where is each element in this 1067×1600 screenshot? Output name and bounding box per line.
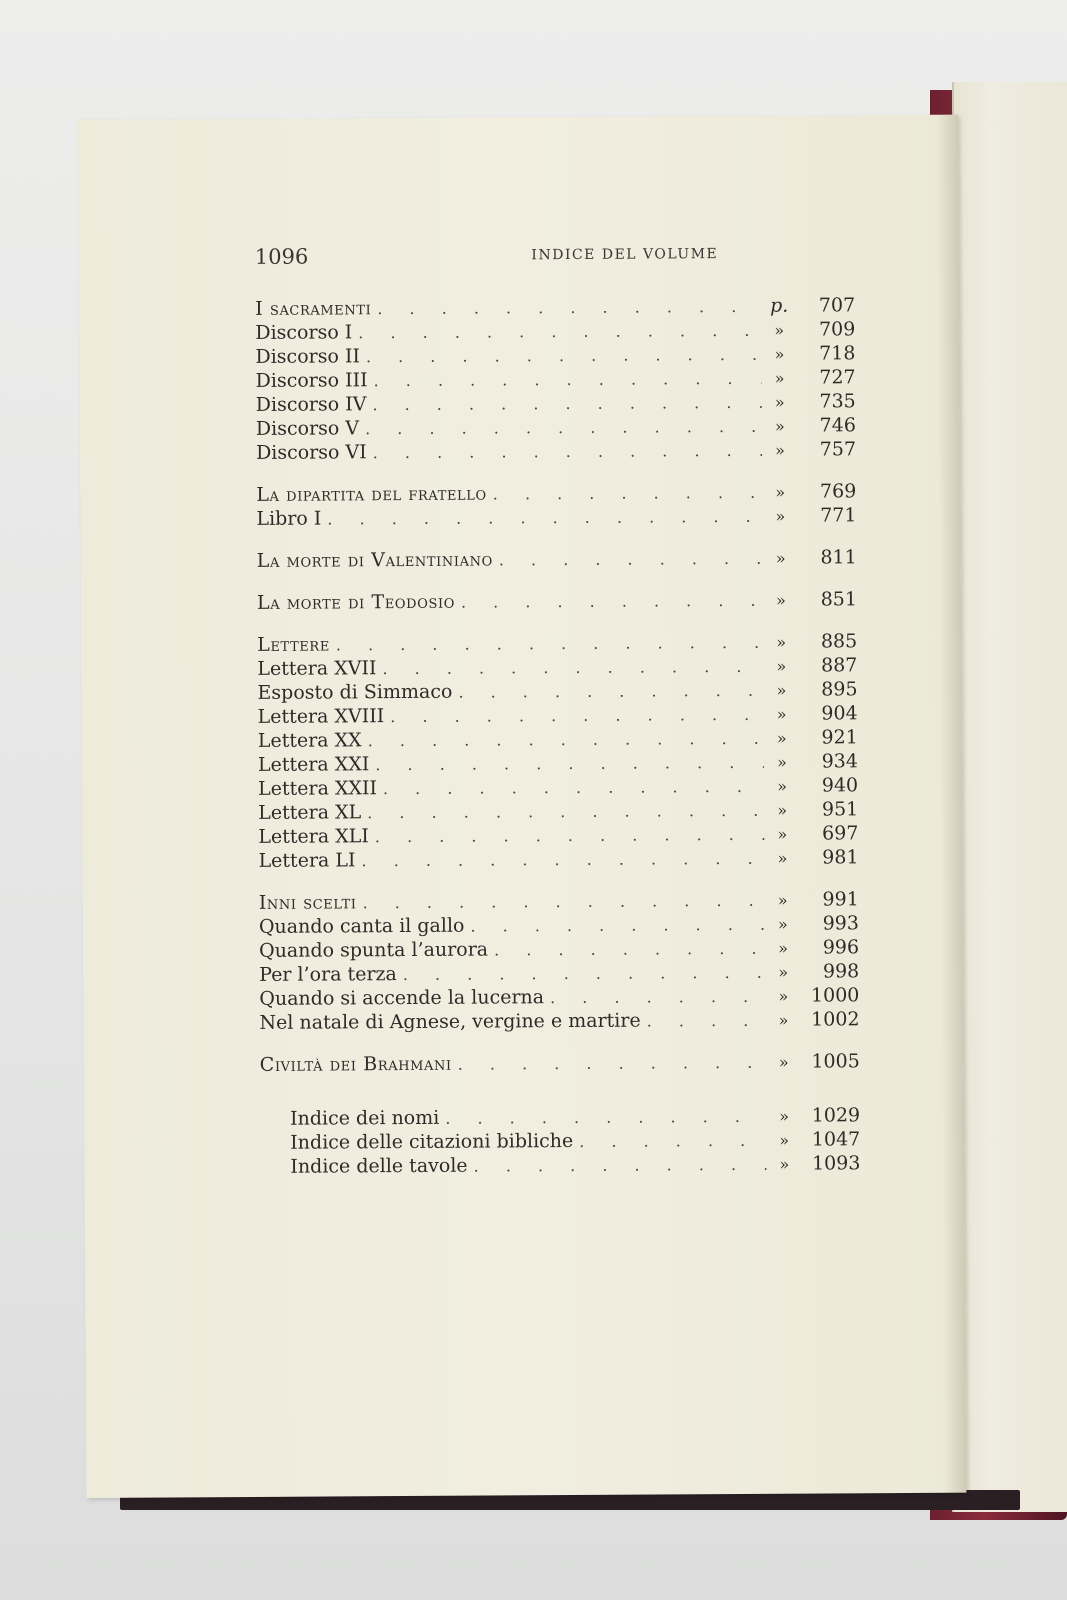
- toc-entry-title: Per l’ora terza: [259, 963, 397, 986]
- toc-page-marker: »: [774, 368, 785, 388]
- toc-entry: [256, 503, 856, 531]
- toc-page-marker: »: [778, 1010, 789, 1030]
- toc-leader-dots: [493, 481, 763, 507]
- toc-leader-dots: [403, 961, 766, 987]
- toc-entry: [259, 1007, 859, 1035]
- toc-entry: [256, 365, 856, 393]
- toc-leader-dots: [336, 631, 763, 658]
- facing-page-edge: [952, 82, 1067, 1512]
- toc-leader-dots: [445, 1105, 766, 1131]
- toc-entry: [258, 701, 858, 729]
- toc-leader-dots: [461, 589, 763, 615]
- toc-page-marker: »: [774, 416, 785, 436]
- toc-entry: [258, 797, 858, 825]
- toc-entry-title: Discorso VI: [255, 441, 367, 464]
- toc-leader-dots: [362, 889, 764, 915]
- toc-entry-title: La dipartita del fratello: [256, 482, 487, 506]
- toc-entry-title: Lettera XVIII: [257, 705, 385, 728]
- toc-page-number: 727: [819, 366, 856, 389]
- toc-page-marker: »: [779, 1130, 790, 1150]
- toc-page-marker: p.: [769, 294, 789, 317]
- toc-page-marker: »: [775, 548, 786, 568]
- toc-page-marker: »: [776, 704, 787, 724]
- toc-leader-dots: [373, 439, 762, 465]
- toc-entry-title: Quando canta il gallo: [258, 914, 465, 938]
- toc-page-number: 991: [822, 888, 859, 911]
- toc-page-marker: »: [777, 824, 788, 844]
- toc-entry-title: Quando spunta l’aurora: [259, 938, 489, 962]
- toc-page-marker: »: [776, 752, 787, 772]
- table-of-contents: [255, 293, 860, 1179]
- toc-page-number: 1000: [810, 984, 860, 1007]
- toc-page-marker: »: [776, 728, 787, 748]
- toc-entry-title: Indice dei nomi: [290, 1106, 440, 1130]
- toc-leader-dots: [373, 367, 761, 393]
- toc-entry: [260, 1127, 860, 1155]
- toc-leader-dots: [365, 415, 762, 441]
- toc-section-heading: [259, 887, 859, 915]
- toc-page-marker: »: [777, 848, 788, 868]
- toc-page-marker: »: [775, 482, 786, 502]
- toc-entry-title: I sacramenti: [255, 297, 372, 320]
- toc-leader-dots: [390, 703, 764, 729]
- toc-entry-title: Discorso I: [255, 321, 353, 344]
- toc-page-marker: »: [776, 680, 787, 700]
- toc-page-number: 697: [822, 822, 859, 845]
- toc-entry-title: Esposto di Simmaco: [257, 680, 453, 704]
- toc-entry: [258, 845, 858, 873]
- toc-entry: [258, 821, 858, 849]
- toc-page-number: 771: [820, 504, 857, 527]
- toc-page-number: 707: [818, 294, 856, 317]
- toc-entry: [259, 959, 859, 987]
- toc-leader-dots: [358, 319, 761, 345]
- toc-leader-dots: [494, 937, 765, 963]
- toc-section-heading: [257, 587, 857, 615]
- toc-entry-title: Nel natale di Agnese, vergine e martire: [259, 1009, 641, 1034]
- toc-page-marker: »: [779, 1106, 790, 1126]
- running-title: INDICE DEL VOLUME: [531, 246, 719, 264]
- toc-entry-title: Lettera XLI: [258, 825, 369, 848]
- toc-page-number: 998: [822, 960, 860, 983]
- toc-page-marker: »: [777, 914, 788, 934]
- toc-leader-dots: [499, 547, 763, 573]
- toc-page-number: 746: [819, 414, 856, 437]
- toc-section-heading: [260, 1049, 860, 1077]
- toc-entry-title: Lettera XXII: [258, 777, 378, 800]
- toc-page-number: 1005: [811, 1050, 860, 1073]
- toc-entry: [258, 773, 858, 801]
- toc-page-number: 1047: [811, 1128, 861, 1151]
- toc-page-marker: »: [778, 938, 789, 958]
- toc-entry: [259, 983, 859, 1011]
- toc-leader-dots: [458, 679, 763, 705]
- toc-section-heading: [257, 629, 857, 657]
- toc-page-number: 757: [819, 438, 857, 461]
- toc-entry: [257, 653, 857, 681]
- toc-entry-title: Discorso IV: [255, 393, 367, 416]
- toc-page-number: 718: [819, 342, 856, 365]
- toc-page-number: 1002: [811, 1008, 860, 1031]
- toc-page-marker: »: [774, 320, 785, 340]
- toc-entry-title: Discorso III: [255, 369, 368, 392]
- toc-entry: [256, 389, 856, 417]
- toc-page-number: 934: [821, 750, 858, 773]
- toc-entry: [257, 677, 857, 705]
- toc-leader-dots: [647, 1009, 766, 1034]
- toc-entry: [258, 725, 858, 753]
- toc-leader-dots: [367, 799, 764, 825]
- toc-page-number: 940: [821, 774, 859, 797]
- toc-entry-title: Libro I: [256, 507, 322, 530]
- toc-entry: [256, 437, 856, 465]
- toc-leader-dots: [382, 655, 763, 681]
- toc-page-number: 885: [820, 630, 858, 653]
- toc-entry: [260, 1151, 860, 1179]
- toc-page-marker: »: [778, 986, 789, 1006]
- toc-section-heading: [255, 293, 855, 321]
- toc-page-number: 993: [822, 912, 859, 935]
- toc-page-marker: »: [775, 506, 786, 526]
- toc-leader-dots: [550, 985, 765, 1010]
- toc-page-marker: »: [777, 800, 788, 820]
- toc-entry: [255, 317, 855, 345]
- toc-leader-dots: [579, 1129, 766, 1154]
- toc-leader-dots: [361, 847, 764, 873]
- toc-entry-title: Lettera XXI: [257, 753, 370, 776]
- toc-entry-title: La morte di Valentiniano: [256, 548, 493, 572]
- toc-page-number: 981: [822, 846, 859, 869]
- toc-page-number: 921: [821, 726, 858, 749]
- toc-page-marker: »: [775, 440, 785, 460]
- toc-entry: [260, 1103, 860, 1131]
- toc-page-marker: »: [774, 344, 785, 364]
- toc-entry: [259, 911, 859, 939]
- toc-page-number: 851: [820, 588, 858, 611]
- page-number: 1096: [254, 244, 309, 269]
- toc-entry: [255, 341, 855, 369]
- toc-entry-title: Inni scelti: [258, 891, 357, 914]
- toc-page-marker: »: [776, 632, 787, 652]
- toc-leader-dots: [366, 343, 762, 369]
- toc-page-number: 811: [820, 546, 857, 569]
- toc-page-number: 895: [821, 678, 858, 701]
- toc-leader-dots: [372, 391, 761, 417]
- toc-entry-title: Quando si accende la lucerna: [259, 986, 545, 1010]
- toc-page-marker: »: [776, 656, 787, 676]
- toc-entry-title: Indice delle citazioni bibliche: [290, 1129, 574, 1154]
- toc-page-marker: »: [777, 890, 788, 910]
- toc-page-number: 996: [822, 936, 860, 959]
- toc-page-marker: »: [778, 1052, 789, 1072]
- toc-leader-dots: [474, 1153, 767, 1179]
- toc-group-gap: [260, 1073, 860, 1107]
- toc-entry-title: Civiltà dei Brahmani: [259, 1052, 452, 1076]
- toc-leader-dots: [470, 913, 765, 939]
- toc-page-marker: »: [775, 590, 786, 610]
- toc-entry-title: Indice delle tavole: [290, 1154, 468, 1178]
- toc-entry-title: Lettera XX: [257, 729, 362, 752]
- toc-leader-dots: [377, 295, 761, 321]
- toc-page-marker: »: [777, 776, 788, 796]
- toc-section-heading: [257, 545, 857, 573]
- toc-entry-title: La morte di Teodosio: [256, 590, 456, 614]
- toc-page-number: 1093: [811, 1152, 861, 1175]
- toc-page-number: 951: [821, 798, 859, 821]
- toc-leader-dots: [368, 727, 764, 753]
- toc-page-number: 735: [819, 390, 856, 413]
- toc-leader-dots: [327, 505, 762, 532]
- toc-entry-title: Lettera XL: [258, 801, 362, 824]
- toc-entry-title: Lettera XVII: [257, 657, 377, 680]
- toc-section-heading: [256, 479, 856, 507]
- toc-page-number: 887: [821, 654, 858, 677]
- toc-entry-title: Lettera LI: [258, 849, 356, 872]
- toc-entry-title: Lettere: [257, 633, 330, 656]
- book-page: [78, 115, 966, 1498]
- toc-entry-title: Discorso II: [255, 345, 360, 368]
- page-header: [255, 241, 855, 275]
- toc-leader-dots: [375, 751, 764, 777]
- toc-entry: [258, 749, 858, 777]
- toc-entry-title: Discorso V: [255, 417, 360, 440]
- toc-leader-dots: [375, 823, 765, 849]
- toc-leader-dots: [383, 775, 764, 801]
- toc-entry: [256, 413, 856, 441]
- toc-entry: [259, 935, 859, 963]
- toc-page-number: 1029: [811, 1104, 861, 1127]
- toc-page-marker: »: [778, 962, 789, 982]
- toc-page-number: 709: [818, 318, 856, 341]
- toc-page-number: 769: [819, 480, 857, 503]
- toc-page-marker: »: [774, 392, 785, 412]
- toc-leader-dots: [458, 1051, 766, 1077]
- toc-page-marker: »: [779, 1154, 790, 1174]
- toc-page-number: 904: [821, 702, 858, 725]
